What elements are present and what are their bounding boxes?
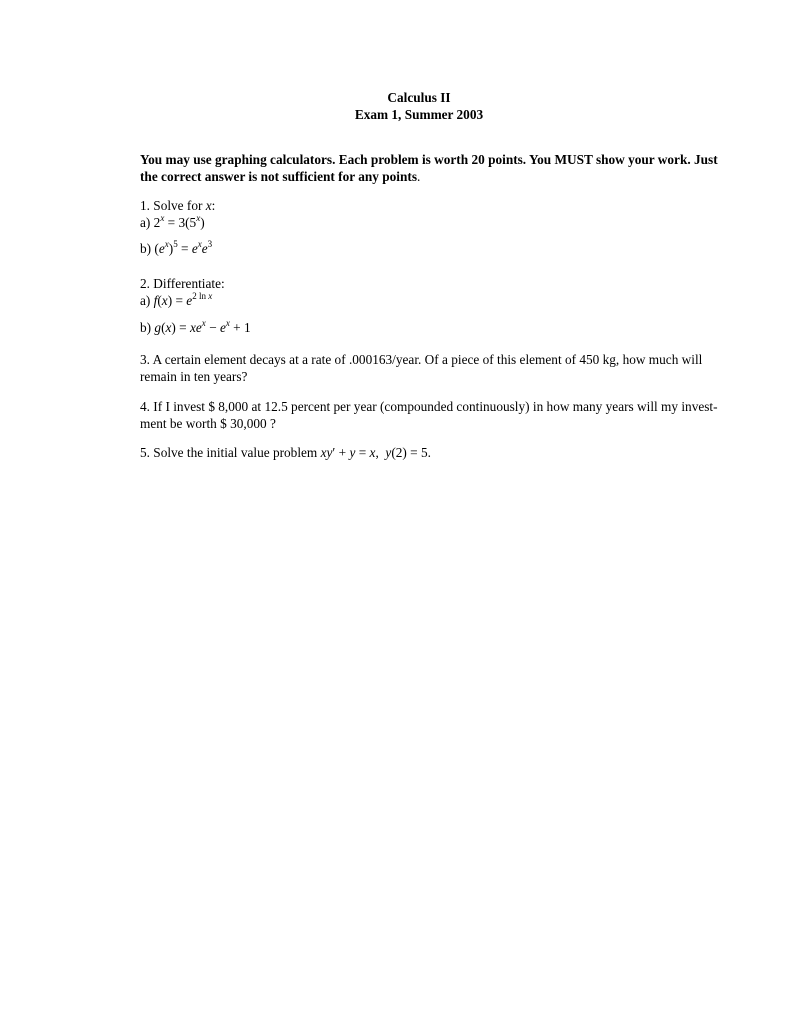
problem-2-heading: 2. Differentiate: xyxy=(140,276,225,291)
problem-1a: a) $2^x = 3(5^x)$ xyxy=(140,212,205,230)
problem-1b: b) $(e^x)^5 = e^xe^3$ xyxy=(140,238,213,256)
problem-3-line-2: remain in ten years? xyxy=(140,369,248,384)
instructions xyxy=(140,151,718,185)
instructions-line-1: You may use graphing calculators. Each problem is worth 20 points. You MUST show your work. Just xyxy=(140,152,718,167)
problem-4-line-2: ment be worth $ 30,000 ? xyxy=(140,416,276,431)
exam-title: Exam 1, Summer 2003 xyxy=(354,107,484,122)
problem-4 xyxy=(140,398,718,432)
problem-1-heading: 1. Solve for x: xyxy=(140,198,216,213)
problem-1b-expression: $(e^x)^5 = e^xe^3$ xyxy=(154,238,213,256)
problem-2 xyxy=(140,275,700,309)
problem-2b: b) $g(x) = xe^x - e^x + 1$ xyxy=(140,317,251,335)
problem-1a-expression: $2^x = 3(5^x)$ xyxy=(153,212,205,230)
problem-3-line-1: 3. A certain element decays at a rate of .000163/year. Of a piece of this element of 450 kg, how much will xyxy=(140,352,703,367)
problem-3 xyxy=(140,351,703,385)
problem-2b-expression: $g(x) = xe^x - e^x + 1$ xyxy=(154,317,251,335)
problem-5-expression: xy′ + y = x, y(2) = 5. xyxy=(320,445,431,460)
problem-2a-expression: $f(x) = e^{2 ln x}$ xyxy=(153,290,213,308)
course-title: Calculus II xyxy=(387,90,451,105)
problem-4-line-1: 4. If I invest $ 8,000 at 12.5 percent per year (compounded continuously) in how many years will my invest- xyxy=(140,399,718,414)
instructions-line-2: the correct answer is not sufficient for any points. xyxy=(140,169,421,184)
problem-2a: a) $f(x) = e^{2 ln x}$ xyxy=(140,290,213,308)
problem-1 xyxy=(140,197,700,231)
problem-5: 5. Solve the initial value problem xy′ + y = x, y(2) = 5. xyxy=(140,445,431,460)
